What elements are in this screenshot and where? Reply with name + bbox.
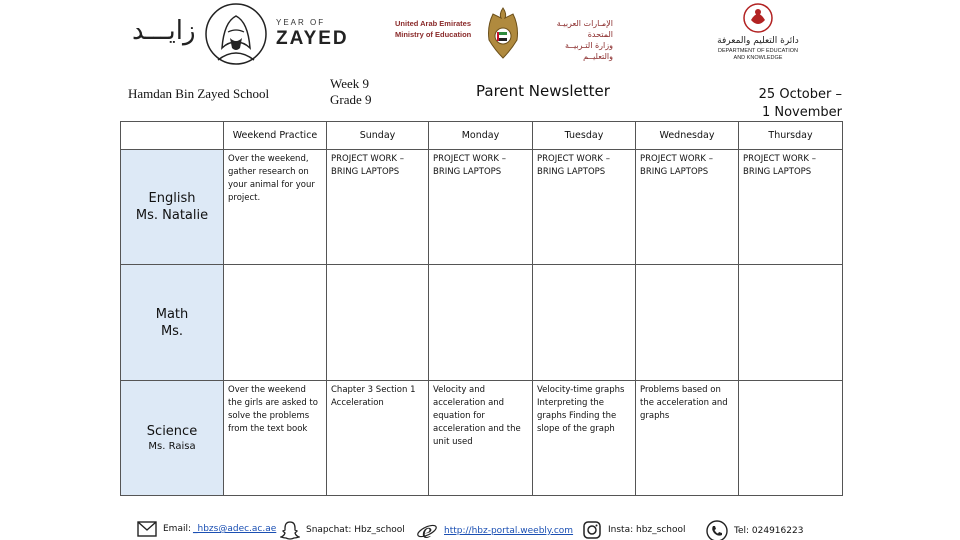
plan-cell [224, 265, 327, 381]
zayed-portrait-icon [204, 2, 268, 66]
instagram-contact [582, 520, 685, 540]
plan-cell: PROJECT WORK – BRING LAPTOPS [636, 150, 739, 265]
snapchat-contact [280, 520, 405, 540]
date-range-start: 25 October – [758, 87, 842, 102]
moe-english-line-2: Ministry of Education [395, 30, 472, 39]
subject-name: English [148, 191, 196, 206]
date-range-end: 1 November [761, 105, 842, 120]
website-link[interactable]: http://hbz-portal.weebly.com [444, 526, 574, 536]
ministry-of-education-logo [395, 6, 615, 66]
plan-cell [739, 381, 843, 496]
plan-cell [636, 265, 739, 381]
plan-cell: Over the weekend, gather research on your animal for your project. [224, 150, 327, 265]
table-row [121, 150, 843, 265]
school-name: Hamdan Bin Zayed School [128, 86, 270, 101]
table-row [121, 265, 843, 381]
column-header: Tuesday [533, 122, 636, 150]
email-label: Email: [163, 524, 192, 534]
moe-arabic-line-2: وزارة التـربيــة والتعليــم [565, 41, 613, 61]
plan-cell: Velocity-time graphs Interpreting the graphs Finding the slope of the graph [533, 381, 636, 496]
adek-emblem-icon [743, 2, 773, 34]
moe-arabic-text [533, 18, 613, 62]
snapchat-icon [280, 520, 300, 540]
adek-english-line-2: AND KNOWLEDGE [733, 55, 783, 61]
grade-label: Grade 9 [330, 92, 372, 107]
plan-cell: Chapter 3 Section 1 Acceleration [327, 381, 429, 496]
week-label: Week 9 [330, 76, 370, 91]
table-row [121, 381, 843, 496]
column-header: Sunday [327, 122, 429, 150]
subject-cell-math [121, 265, 224, 381]
weekly-plan-table [120, 121, 843, 496]
uae-falcon-emblem-icon [483, 6, 523, 62]
adek-arabic-text: دائرة التعليم والمعرفة [717, 36, 799, 46]
website-contact [416, 520, 573, 540]
teacher-name: Ms. [160, 323, 184, 339]
instagram-icon [582, 520, 602, 540]
year-of-zayed-logo [128, 2, 349, 68]
email-contact [137, 520, 276, 538]
plan-cell: PROJECT WORK – BRING LAPTOPS [739, 150, 843, 265]
contact-footer [0, 514, 960, 540]
moe-arabic-line-1: الإمـارات العربيـة المتحدة [556, 19, 613, 39]
column-header: Thursday [739, 122, 843, 150]
plan-cell: Velocity and acceleration and equation for acceleration and the unit used [429, 381, 533, 496]
teacher-name: Ms. Natalie [135, 208, 209, 223]
plan-cell: Problems based on the acceleration and graphs [636, 381, 739, 496]
subject-cell-science [121, 381, 224, 496]
plan-cell [429, 265, 533, 381]
zayed-word-text: ZAYED [276, 28, 349, 49]
plan-cell [533, 265, 636, 381]
page-title: Parent Newsletter [476, 82, 610, 100]
phone-icon [706, 520, 728, 540]
column-header: Wednesday [636, 122, 739, 150]
zayed-year-of-text: YEAR OF [276, 18, 326, 27]
instagram-handle: Insta: hbz_school [608, 525, 686, 535]
teacher-name: Ms. Raisa [148, 441, 196, 452]
plan-cell: Over the weekend the girls are asked to solve the problems from the text book [224, 381, 327, 496]
plan-cell: PROJECT WORK – BRING LAPTOPS [327, 150, 429, 265]
telephone-number: Tel: 024916223 [734, 526, 804, 536]
email-link[interactable]: _hbzs@adec.ac.ae [193, 524, 277, 534]
svg-text:e: e [422, 520, 432, 540]
column-header: Monday [429, 122, 533, 150]
adek-logo [708, 2, 808, 66]
date-range [759, 86, 842, 122]
plan-cell [327, 265, 429, 381]
telephone-contact [706, 520, 803, 540]
week-grade-block [330, 76, 372, 108]
moe-english-line-1: United Arab Emirates [395, 19, 471, 28]
internet-explorer-icon [416, 520, 438, 540]
moe-english-text [395, 18, 471, 40]
column-header: Weekend Practice [224, 122, 327, 150]
plan-cell: PROJECT WORK – BRING LAPTOPS [429, 150, 533, 265]
adek-english-text [708, 48, 808, 62]
subject-cell-english [121, 150, 224, 265]
plan-cell [739, 265, 843, 381]
table-header-row [121, 122, 843, 150]
subject-name: Science [146, 424, 198, 439]
adek-english-line-1: DEPARTMENT OF EDUCATION [718, 48, 798, 54]
zayed-arabic-text: زايـــد [132, 16, 196, 46]
header-corner-cell [121, 122, 224, 150]
subject-name: Math [155, 306, 189, 322]
plan-cell: PROJECT WORK – BRING LAPTOPS [533, 150, 636, 265]
snapchat-handle: Snapchat: Hbz_school [306, 525, 405, 535]
email-icon [137, 520, 157, 538]
